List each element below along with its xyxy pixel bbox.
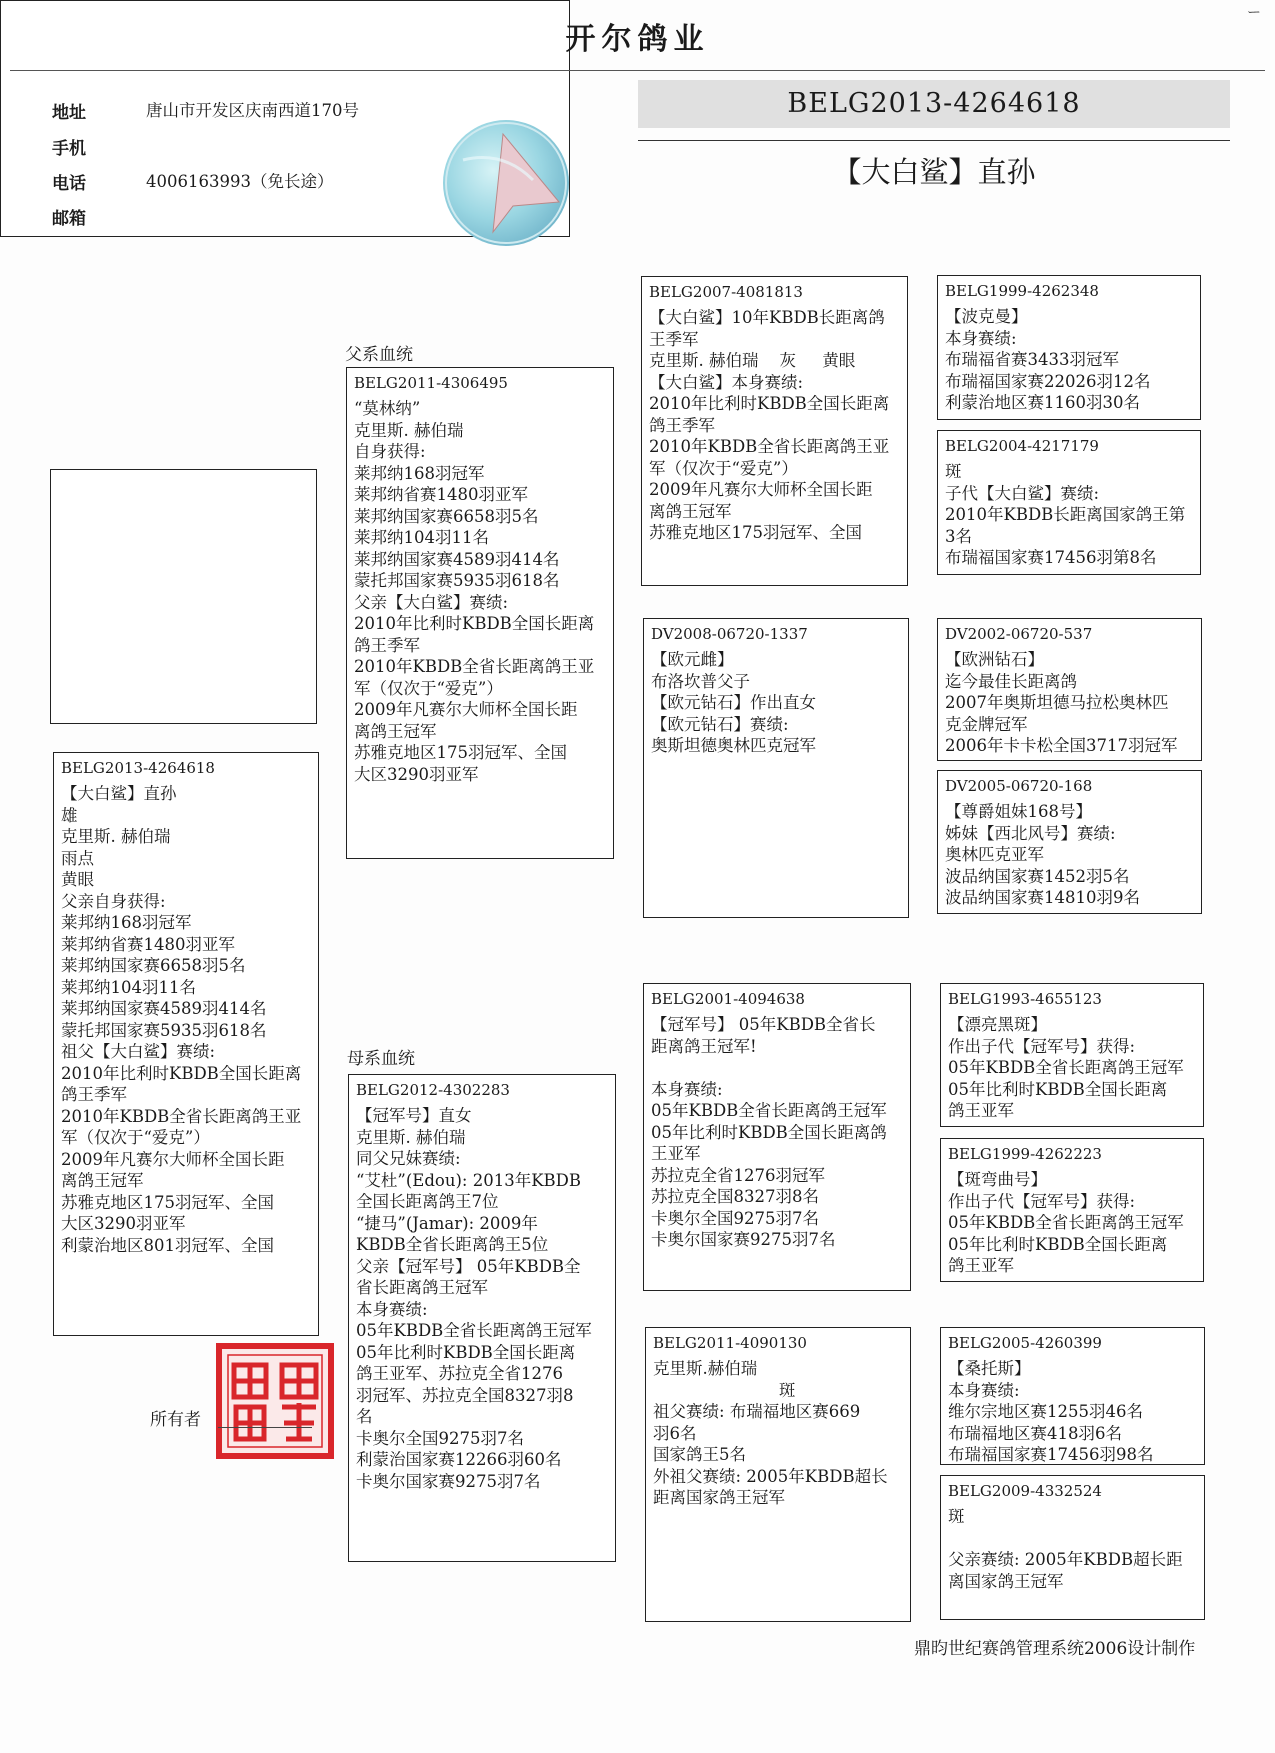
pedigree-line: 【漂亮黑斑】	[948, 1015, 1047, 1034]
pedigree-line: 祖父【大白鲨】赛绩:	[61, 1042, 216, 1061]
pedigree-line: 波品纳国家赛1452羽5名	[945, 866, 1130, 886]
pedigree-line: 奥林匹克亚军	[945, 845, 1044, 864]
pedigree-line: 【冠军号】直女	[356, 1106, 472, 1125]
pedigree-line: 卡奥尔国家赛9275羽7名	[356, 1471, 541, 1491]
pedigree-line: 鸽王亚军	[948, 1256, 1014, 1275]
pedigree-line: 2009年凡赛尔大师杯全国长距	[354, 700, 578, 719]
pedigree-line: 子代【大白鲨】赛绩:	[945, 483, 1100, 503]
pigeon-card-dds	[940, 1327, 1205, 1465]
ring-number: BELG2011-4306495	[354, 374, 508, 392]
ring-number: BELG2012-4302283	[356, 1081, 510, 1099]
pedigree-line: 3名	[945, 526, 972, 546]
breeder-name: 开尔鸽业	[565, 22, 710, 57]
pedigree-line: 大区3290羽亚军	[354, 764, 479, 784]
ring-number: BELG1993-4655123	[948, 990, 1102, 1008]
pedigree-line: 卡奥尔国家赛9275羽7名	[651, 1230, 836, 1249]
pedigree-line: 2010年KBDB全省长距离鸽王亚	[354, 657, 595, 676]
pedigree-line: 05年KBDB全省长距离鸽王冠军	[948, 1058, 1184, 1077]
pedigree-line: 05年KBDB全省长距离鸽王冠军	[356, 1321, 592, 1340]
mobile-label: 手机	[52, 139, 86, 159]
breeder-header	[0, 0, 710, 237]
sire-line-label: 父系血统	[345, 345, 413, 365]
ring-number-band	[638, 80, 1230, 128]
pigeon-card-sire-sire	[641, 276, 908, 586]
pedigree-line: 奥斯坦德奥林匹克冠军	[651, 736, 816, 755]
pedigree-line: 省长距离鸽王冠军	[356, 1278, 488, 1297]
pigeon-card-dam-sire	[643, 983, 911, 1291]
pedigree-line: 莱邦纳168羽冠军	[354, 463, 485, 483]
pedigree-line: 苏雅克地区175羽冠军、全国	[61, 1192, 274, 1212]
pedigree-line: 莱邦纳104羽11名	[61, 977, 196, 997]
pedigree-line: 鸽王季军	[649, 415, 715, 435]
pedigree-line: 布瑞福国家赛17456羽98名	[948, 1445, 1154, 1464]
ring-number: BELG1999-4262348	[945, 282, 1099, 300]
pedigree-line: 父亲自身获得:	[61, 891, 166, 911]
ring-number: DV2002-06720-537	[945, 625, 1093, 643]
pedigree-line: 布瑞福国家赛17456羽第8名	[945, 548, 1157, 567]
pedigree-line: 布瑞福省赛3433羽冠军	[945, 350, 1119, 369]
pedigree-line: 克里斯. 赫伯瑞 灰 黄眼	[649, 351, 856, 370]
pedigree-line: 祖父赛绩: 布瑞福地区赛669	[653, 1402, 861, 1421]
pigeon-card-ssd	[937, 430, 1201, 575]
header-divider	[10, 70, 1265, 71]
pedigree-line: 莱邦纳104羽11名	[354, 528, 489, 547]
pigeon-photo-placeholder	[50, 469, 317, 724]
pedigree-line: 王季军	[649, 329, 699, 349]
pedigree-line: “莫林纳”	[354, 399, 421, 418]
ring-number: BELG2009-4332524	[948, 1482, 1102, 1500]
title-divider	[638, 140, 1230, 141]
pedigree-line: 2010年KBDB全省长距离鸽王亚	[649, 437, 890, 456]
pedigree-line: 苏拉克全国8327羽8名	[651, 1187, 819, 1206]
pedigree-line: 2007年奥斯坦德马拉松奥林匹	[945, 693, 1169, 712]
pedigree-line: 【大白鲨】10年KBDB长距离鸽	[649, 308, 885, 327]
pedigree-line: 【波克曼】	[945, 307, 1028, 326]
pedigree-line: 父亲【冠军号】 05年KBDB全	[356, 1256, 581, 1276]
pigeon-card-dsd	[940, 1138, 1204, 1282]
pedigree-line: 姊妹【西北风号】赛绩:	[945, 823, 1116, 843]
owner-label: 所有者	[150, 1410, 201, 1430]
pedigree-line: 波品纳国家赛14810羽9名	[945, 888, 1140, 907]
pedigree-line: 父亲赛绩: 2005年KBDB超长距	[948, 1550, 1183, 1569]
pedigree-line: 鸽王亚军、苏拉克全省1276	[356, 1364, 563, 1383]
pedigree-line: 黄眼	[61, 870, 94, 889]
pedigree-line: 利蒙治地区801羽冠军、全国	[61, 1235, 274, 1255]
pedigree-line: 距离国家鸽王冠军	[653, 1488, 785, 1507]
pedigree-line: 作出子代【冠军号】获得:	[948, 1191, 1136, 1211]
pedigree-line: 【欧元钻石】赛绩:	[651, 714, 789, 734]
pedigree-line: 离鸽王冠军	[354, 721, 437, 741]
pedigree-line: 离鸽王冠军	[61, 1171, 144, 1190]
pedigree-subtitle: 【大白鲨】直孙	[832, 155, 1036, 189]
pedigree-line: 【尊爵姐妹168号】	[945, 802, 1092, 821]
pedigree-line: 克里斯.赫伯瑞	[653, 1359, 758, 1378]
pedigree-line: 军（仅次于“爱克”）	[61, 1128, 210, 1147]
pedigree-line: 05年KBDB全省长距离鸽王冠军	[651, 1101, 887, 1120]
pedigree-line: 莱邦纳168羽冠军	[61, 913, 192, 932]
ring-number: DV2008-06720-1337	[651, 625, 808, 643]
dam-line-label: 母系血统	[347, 1049, 415, 1069]
pedigree-line: “艾杜”(Edou): 2013年KBDB	[356, 1170, 582, 1190]
pigeon-card-subject	[53, 752, 319, 1336]
pedigree-line: 斑	[653, 1380, 796, 1400]
pedigree-line: 蒙托邦国家赛5935羽618名	[61, 1020, 267, 1040]
pedigree-line: 外祖父赛绩: 2005年KBDB超长	[653, 1466, 888, 1486]
footer-credit: 鼎昀世纪赛鸽管理系统2006设计制作	[914, 1639, 1196, 1659]
pedigree-line: 自身获得:	[354, 442, 426, 461]
pedigree-line: 斑	[948, 1507, 965, 1526]
ring-number: BELG2001-4094638	[651, 990, 805, 1008]
pedigree-line: 维尔宗地区赛1255羽46名	[948, 1402, 1143, 1421]
pedigree-line: 2009年凡赛尔大师杯全国长距	[649, 480, 873, 499]
pedigree-line: 克里斯. 赫伯瑞	[356, 1127, 466, 1147]
pedigree-line: 大区3290羽亚军	[61, 1214, 186, 1233]
pedigree-line: 离国家鸽王冠军	[948, 1571, 1064, 1591]
pedigree-line: 离鸽王冠军	[649, 501, 732, 521]
email-label: 邮箱	[52, 209, 86, 229]
pedigree-line: 莱邦纳省赛1480羽亚军	[354, 485, 528, 504]
pedigree-line	[651, 1057, 903, 1079]
pedigree-line: 2010年比利时KBDB全国长距离	[649, 394, 890, 413]
corner-mark: ー	[1247, 5, 1261, 21]
pedigree-line: 克里斯. 赫伯瑞	[354, 420, 464, 440]
pedigree-line: 莱邦纳国家赛6658羽5名	[354, 506, 539, 526]
pedigree-line: 2009年凡赛尔大师杯全国长距	[61, 1149, 285, 1169]
pedigree-line: 05年KBDB全省长距离鸽王冠军	[948, 1213, 1184, 1232]
pedigree-line: 莱邦纳国家赛4589羽414名	[354, 549, 560, 569]
pedigree-line: 布洛坎普父子	[651, 671, 750, 691]
pedigree-line: 卡奥尔全国9275羽7名	[651, 1208, 819, 1228]
pigeon-card-sire-dam	[643, 618, 909, 918]
pedigree-line: 斑	[945, 462, 962, 481]
pedigree-line: 2006年卡卡松全国3717羽冠军	[945, 736, 1178, 755]
pedigree-line: 布瑞福地区赛418羽6名	[948, 1423, 1122, 1443]
ring-number: BELG1999-4262223	[948, 1145, 1102, 1163]
pedigree-line: 苏拉克全省1276羽冠军	[651, 1165, 825, 1185]
pedigree-line: 蒙托邦国家赛5935羽618名	[354, 571, 560, 590]
ring-number: DV2005-06720-168	[945, 777, 1093, 795]
pedigree-line	[948, 1528, 1197, 1550]
address-value: 唐山市开发区庆南西道170号	[146, 101, 359, 120]
ring-number-title: BELG2013-4264618	[787, 88, 1081, 119]
pedigree-line: 利蒙治国家赛12266羽60名	[356, 1450, 562, 1469]
pedigree-line: 雨点	[61, 848, 94, 868]
pedigree-line: 2010年KBDB长距离国家鸽王第	[945, 505, 1186, 524]
pedigree-line: 利蒙治地区赛1160羽30名	[945, 393, 1140, 412]
hologram-sticker-icon	[443, 120, 569, 246]
pedigree-line: 本身赛绩:	[948, 1380, 1020, 1400]
pigeon-card-ddd	[940, 1475, 1205, 1620]
pedigree-line: 莱邦纳国家赛4589羽414名	[61, 999, 267, 1018]
pedigree-line: 王亚军	[651, 1144, 701, 1163]
pedigree-line: 克金牌冠军	[945, 714, 1028, 734]
pedigree-line: 父亲【大白鲨】赛绩:	[354, 592, 509, 612]
pedigree-line: 05年比利时KBDB全国长距离	[948, 1079, 1168, 1099]
ring-number: BELG2005-4260399	[948, 1334, 1102, 1352]
pigeon-card-sds	[937, 618, 1202, 761]
red-seal-stamp-icon	[216, 1343, 334, 1459]
pedigree-line: 【大白鲨】直孙	[61, 784, 177, 803]
pedigree-line: 羽6名	[653, 1423, 697, 1443]
pedigree-line: 苏雅克地区175羽冠军、全国	[649, 523, 862, 542]
ring-number: BELG2007-4081813	[649, 283, 803, 301]
pedigree-line: 【斑弯曲号】	[948, 1170, 1047, 1189]
pedigree-line: 2010年KBDB全省长距离鸽王亚	[61, 1106, 302, 1126]
pedigree-line: 布瑞福国家赛22026羽12名	[945, 371, 1151, 391]
pigeon-card-dam	[348, 1074, 616, 1562]
pedigree-line: 【桑托斯】	[948, 1359, 1031, 1378]
pedigree-line: 苏雅克地区175羽冠军、全国	[354, 743, 567, 762]
pedigree-line: 国家鸽王5名	[653, 1445, 746, 1464]
pedigree-line: 名	[356, 1407, 373, 1426]
ring-number: BELG2011-4090130	[653, 1334, 807, 1352]
pedigree-line: 【冠军号】 05年KBDB全省长	[651, 1015, 876, 1034]
pedigree-line: 05年比利时KBDB全国长距离鸽	[651, 1122, 887, 1142]
phone-value: 4006163993（免长途）	[146, 172, 334, 191]
pedigree-line: 2010年比利时KBDB全国长距离	[354, 614, 595, 633]
pedigree-line: 本身赛绩:	[945, 328, 1017, 348]
pedigree-line: 全国长距离鸽王7位	[356, 1192, 499, 1211]
ring-number: BELG2013-4264618	[61, 759, 215, 777]
pedigree-line: 05年比利时KBDB全国长距离	[356, 1342, 576, 1362]
pedigree-line: 05年比利时KBDB全国长距离	[948, 1234, 1168, 1254]
pedigree-line: 迄今最佳长距离鸽	[945, 671, 1077, 691]
pedigree-line: 距离鸽王冠军!	[651, 1036, 757, 1056]
pedigree-line: 雄	[61, 805, 78, 825]
pigeon-card-sss	[937, 275, 1201, 420]
pedigree-line: 本身赛绩:	[356, 1299, 428, 1319]
pedigree-line: 军（仅次于“爱克”）	[354, 678, 503, 698]
pedigree-line: 克里斯. 赫伯瑞	[61, 827, 171, 846]
pigeon-card-dss	[940, 983, 1204, 1127]
address-label: 地址	[52, 103, 86, 123]
owner-signature-line	[218, 1427, 312, 1428]
ring-number: BELG2004-4217179	[945, 437, 1099, 455]
pedigree-line: 同父兄妹赛绩:	[356, 1149, 461, 1168]
pedigree-line: 鸽王亚军	[948, 1101, 1014, 1120]
pedigree-line: 卡奥尔全国9275羽7名	[356, 1428, 524, 1448]
pedigree-line: 本身赛绩:	[651, 1079, 723, 1099]
pigeon-card-dam-dam	[645, 1327, 911, 1622]
pedigree-line: 【欧洲钻石】	[945, 650, 1044, 669]
pedigree-line: 莱邦纳国家赛6658羽5名	[61, 956, 246, 975]
pedigree-line: 作出子代【冠军号】获得:	[948, 1036, 1136, 1056]
pedigree-line: 鸽王季军	[354, 635, 420, 655]
pedigree-line: KBDB全省长距离鸽王5位	[356, 1235, 549, 1254]
phone-label: 电话	[52, 174, 86, 194]
pedigree-line: 羽冠军、苏拉克全国8327羽8	[356, 1385, 574, 1405]
pedigree-line: 【欧元钻石】作出直女	[651, 693, 816, 712]
pedigree-line: “捷马”(Jamar): 2009年	[356, 1213, 538, 1233]
pedigree-line: 军（仅次于“爱克”）	[649, 458, 798, 478]
pigeon-card-sire	[346, 367, 614, 859]
pedigree-line: 【欧元雌】	[651, 650, 734, 669]
pedigree-line: 鸽王季军	[61, 1085, 127, 1104]
pigeon-card-sdd	[937, 770, 1202, 914]
pedigree-line: 莱邦纳省赛1480羽亚军	[61, 934, 235, 954]
pedigree-line: 2010年比利时KBDB全国长距离	[61, 1063, 302, 1083]
pedigree-line: 【大白鲨】本身赛绩:	[649, 372, 804, 392]
